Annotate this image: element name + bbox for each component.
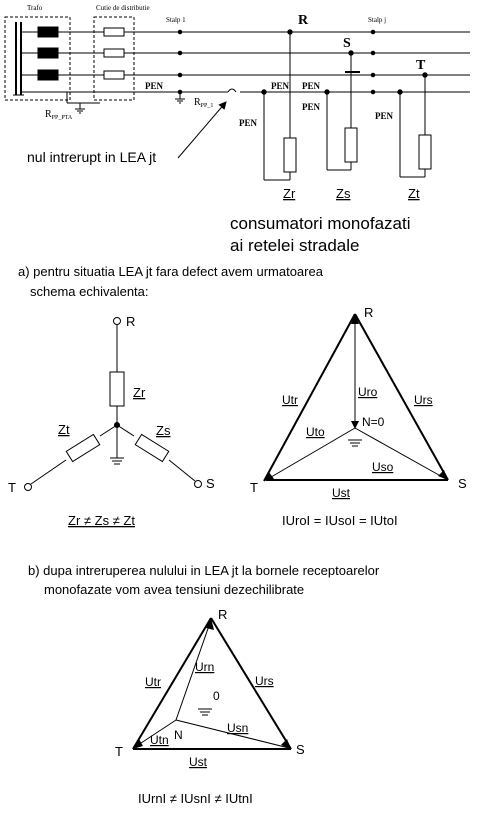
triangle-b-voltage-labels bbox=[145, 660, 274, 769]
section-b-line2: monofazate vom avea tensiuni dezechilibrate bbox=[44, 582, 305, 597]
tri-a-arrowhead bbox=[438, 470, 448, 480]
tri-a-label-ust: Ust bbox=[332, 486, 350, 500]
terminal-r bbox=[114, 318, 121, 325]
junction-dot bbox=[423, 73, 427, 77]
tri-b-label-utr: Utr bbox=[145, 675, 161, 689]
fuse-s bbox=[104, 49, 124, 57]
zs-resistor bbox=[345, 128, 357, 162]
star-label-s: S bbox=[206, 476, 215, 491]
star-resistor-zs bbox=[135, 434, 168, 461]
star-inequality: Zr ≠ Zs ≠ Zt bbox=[68, 513, 135, 528]
pole-dot bbox=[178, 51, 182, 55]
terminal-s bbox=[195, 481, 202, 488]
section-a-line1: a) pentru situatia LEA jt fara defect avem urmatoarea bbox=[18, 264, 323, 279]
tri-a-label-uto: Uto bbox=[306, 425, 325, 439]
star-label-zt: Zt bbox=[58, 422, 70, 437]
consumer-labels bbox=[283, 186, 420, 201]
tri-a-equality: IUroI = IUsoI = IUtoI bbox=[282, 513, 398, 528]
label-phase-s: S bbox=[343, 36, 351, 51]
label-cutie: Cutie de distributie bbox=[96, 4, 150, 12]
section-b-line1: b) dupa intreruperea nulului in LEA jt la bornele receptoarelor bbox=[28, 563, 380, 578]
label-stalp1: Stalp 1 bbox=[166, 16, 186, 24]
label-pen: PEN bbox=[271, 81, 289, 91]
label-nul-intrerupt: nul intrerupt in LEA jt bbox=[27, 149, 157, 165]
label-pen: PEN bbox=[302, 81, 320, 91]
tri-b-label-zero: 0 bbox=[213, 689, 220, 703]
terminal-t bbox=[25, 484, 32, 491]
pole-dot bbox=[371, 90, 375, 94]
label-pen: PEN bbox=[375, 111, 393, 121]
zt-resistor bbox=[419, 135, 431, 169]
label-pen: PEN bbox=[302, 102, 320, 112]
star-label-zs: Zs bbox=[156, 423, 171, 438]
tri-b-label-n: N bbox=[174, 728, 183, 742]
star-diagram bbox=[25, 318, 202, 491]
label-rpp-1: $R_{PP\_1}$ bbox=[194, 97, 214, 109]
pole-dot bbox=[178, 30, 182, 34]
fuse-t bbox=[104, 71, 124, 79]
tri-a-label-r: R bbox=[364, 305, 374, 320]
junction-dot bbox=[262, 90, 266, 94]
phase-letters bbox=[298, 13, 426, 73]
break-arrow bbox=[178, 102, 226, 158]
tri-b-label-t: T bbox=[115, 744, 123, 759]
tri-a-label-utr: Utr bbox=[282, 393, 298, 407]
label-phase-r: R bbox=[298, 13, 309, 28]
winding-s bbox=[38, 48, 58, 58]
star-wire-s bbox=[169, 460, 195, 481]
section-a-line2: schema echivalenta: bbox=[30, 284, 149, 299]
tri-a-label-t: T bbox=[250, 480, 258, 495]
label-phase-t: T bbox=[416, 58, 426, 73]
tri-a-edge-tr bbox=[264, 314, 355, 481]
tri-b-label-usn: Usn bbox=[227, 721, 249, 735]
triangle-b-vertex-labels bbox=[115, 607, 305, 759]
label-trafo: Trafo bbox=[27, 4, 43, 12]
tri-a-label-uso: Uso bbox=[372, 460, 394, 474]
tri-a-label-urs: Urs bbox=[414, 393, 433, 407]
label-zs: Zs bbox=[336, 186, 351, 201]
label-rpp-pta: $R_{PP\_PTA}$ bbox=[45, 109, 73, 121]
star-label-t: T bbox=[8, 480, 16, 495]
fuse-r bbox=[104, 28, 124, 36]
tri-a-label-s: S bbox=[458, 476, 467, 491]
pole-dot bbox=[371, 73, 375, 77]
tri-a-label-uro: Uro bbox=[358, 385, 378, 399]
label-pen: PEN bbox=[239, 118, 257, 128]
star-wire-t bbox=[31, 460, 66, 484]
junction-dot bbox=[398, 90, 402, 94]
label-pen: PEN bbox=[145, 81, 163, 91]
winding-t bbox=[38, 70, 58, 80]
tri-a-label-n0: N=0 bbox=[362, 415, 385, 429]
tri-b-label-ust: Ust bbox=[189, 755, 207, 769]
star-label-r: R bbox=[126, 314, 136, 329]
label-zr: Zr bbox=[283, 186, 296, 201]
resistance-labels bbox=[45, 97, 213, 121]
top-small-labels bbox=[27, 4, 386, 24]
tri-b-label-utn: Utn bbox=[150, 733, 169, 747]
tri-b-label-urs: Urs bbox=[255, 674, 274, 688]
label-zt: Zt bbox=[408, 186, 420, 201]
pole-dot bbox=[178, 73, 182, 77]
tri-b-inequality: IUrnI ≠ IUsnI ≠ IUtnI bbox=[138, 791, 253, 806]
label-consumatori-1: consumatori monofazati bbox=[230, 214, 411, 233]
star-wire-t bbox=[100, 425, 117, 436]
winding-r bbox=[38, 27, 58, 37]
pole-dot bbox=[371, 30, 375, 34]
label-stalpj: Stalp j bbox=[368, 16, 387, 24]
star-wire-s bbox=[117, 425, 134, 436]
star-resistor-zt bbox=[66, 434, 99, 461]
tri-b-label-s: S bbox=[296, 742, 305, 757]
junction-dot bbox=[288, 30, 292, 34]
tri-b-label-urn: Urn bbox=[195, 660, 215, 674]
tri-b-label-r: R bbox=[218, 607, 228, 622]
junction-dot bbox=[325, 90, 329, 94]
star-label-zr: Zr bbox=[133, 385, 146, 400]
zr-resistor bbox=[284, 138, 296, 172]
star-resistor-zr bbox=[110, 372, 124, 406]
tri-b-edge-rs bbox=[211, 618, 291, 749]
pen-break bbox=[228, 89, 236, 92]
label-consumatori-2: ai retelei stradale bbox=[230, 236, 360, 255]
pole-dot bbox=[371, 51, 375, 55]
junction-dot bbox=[349, 51, 353, 55]
pen-labels bbox=[145, 81, 394, 128]
